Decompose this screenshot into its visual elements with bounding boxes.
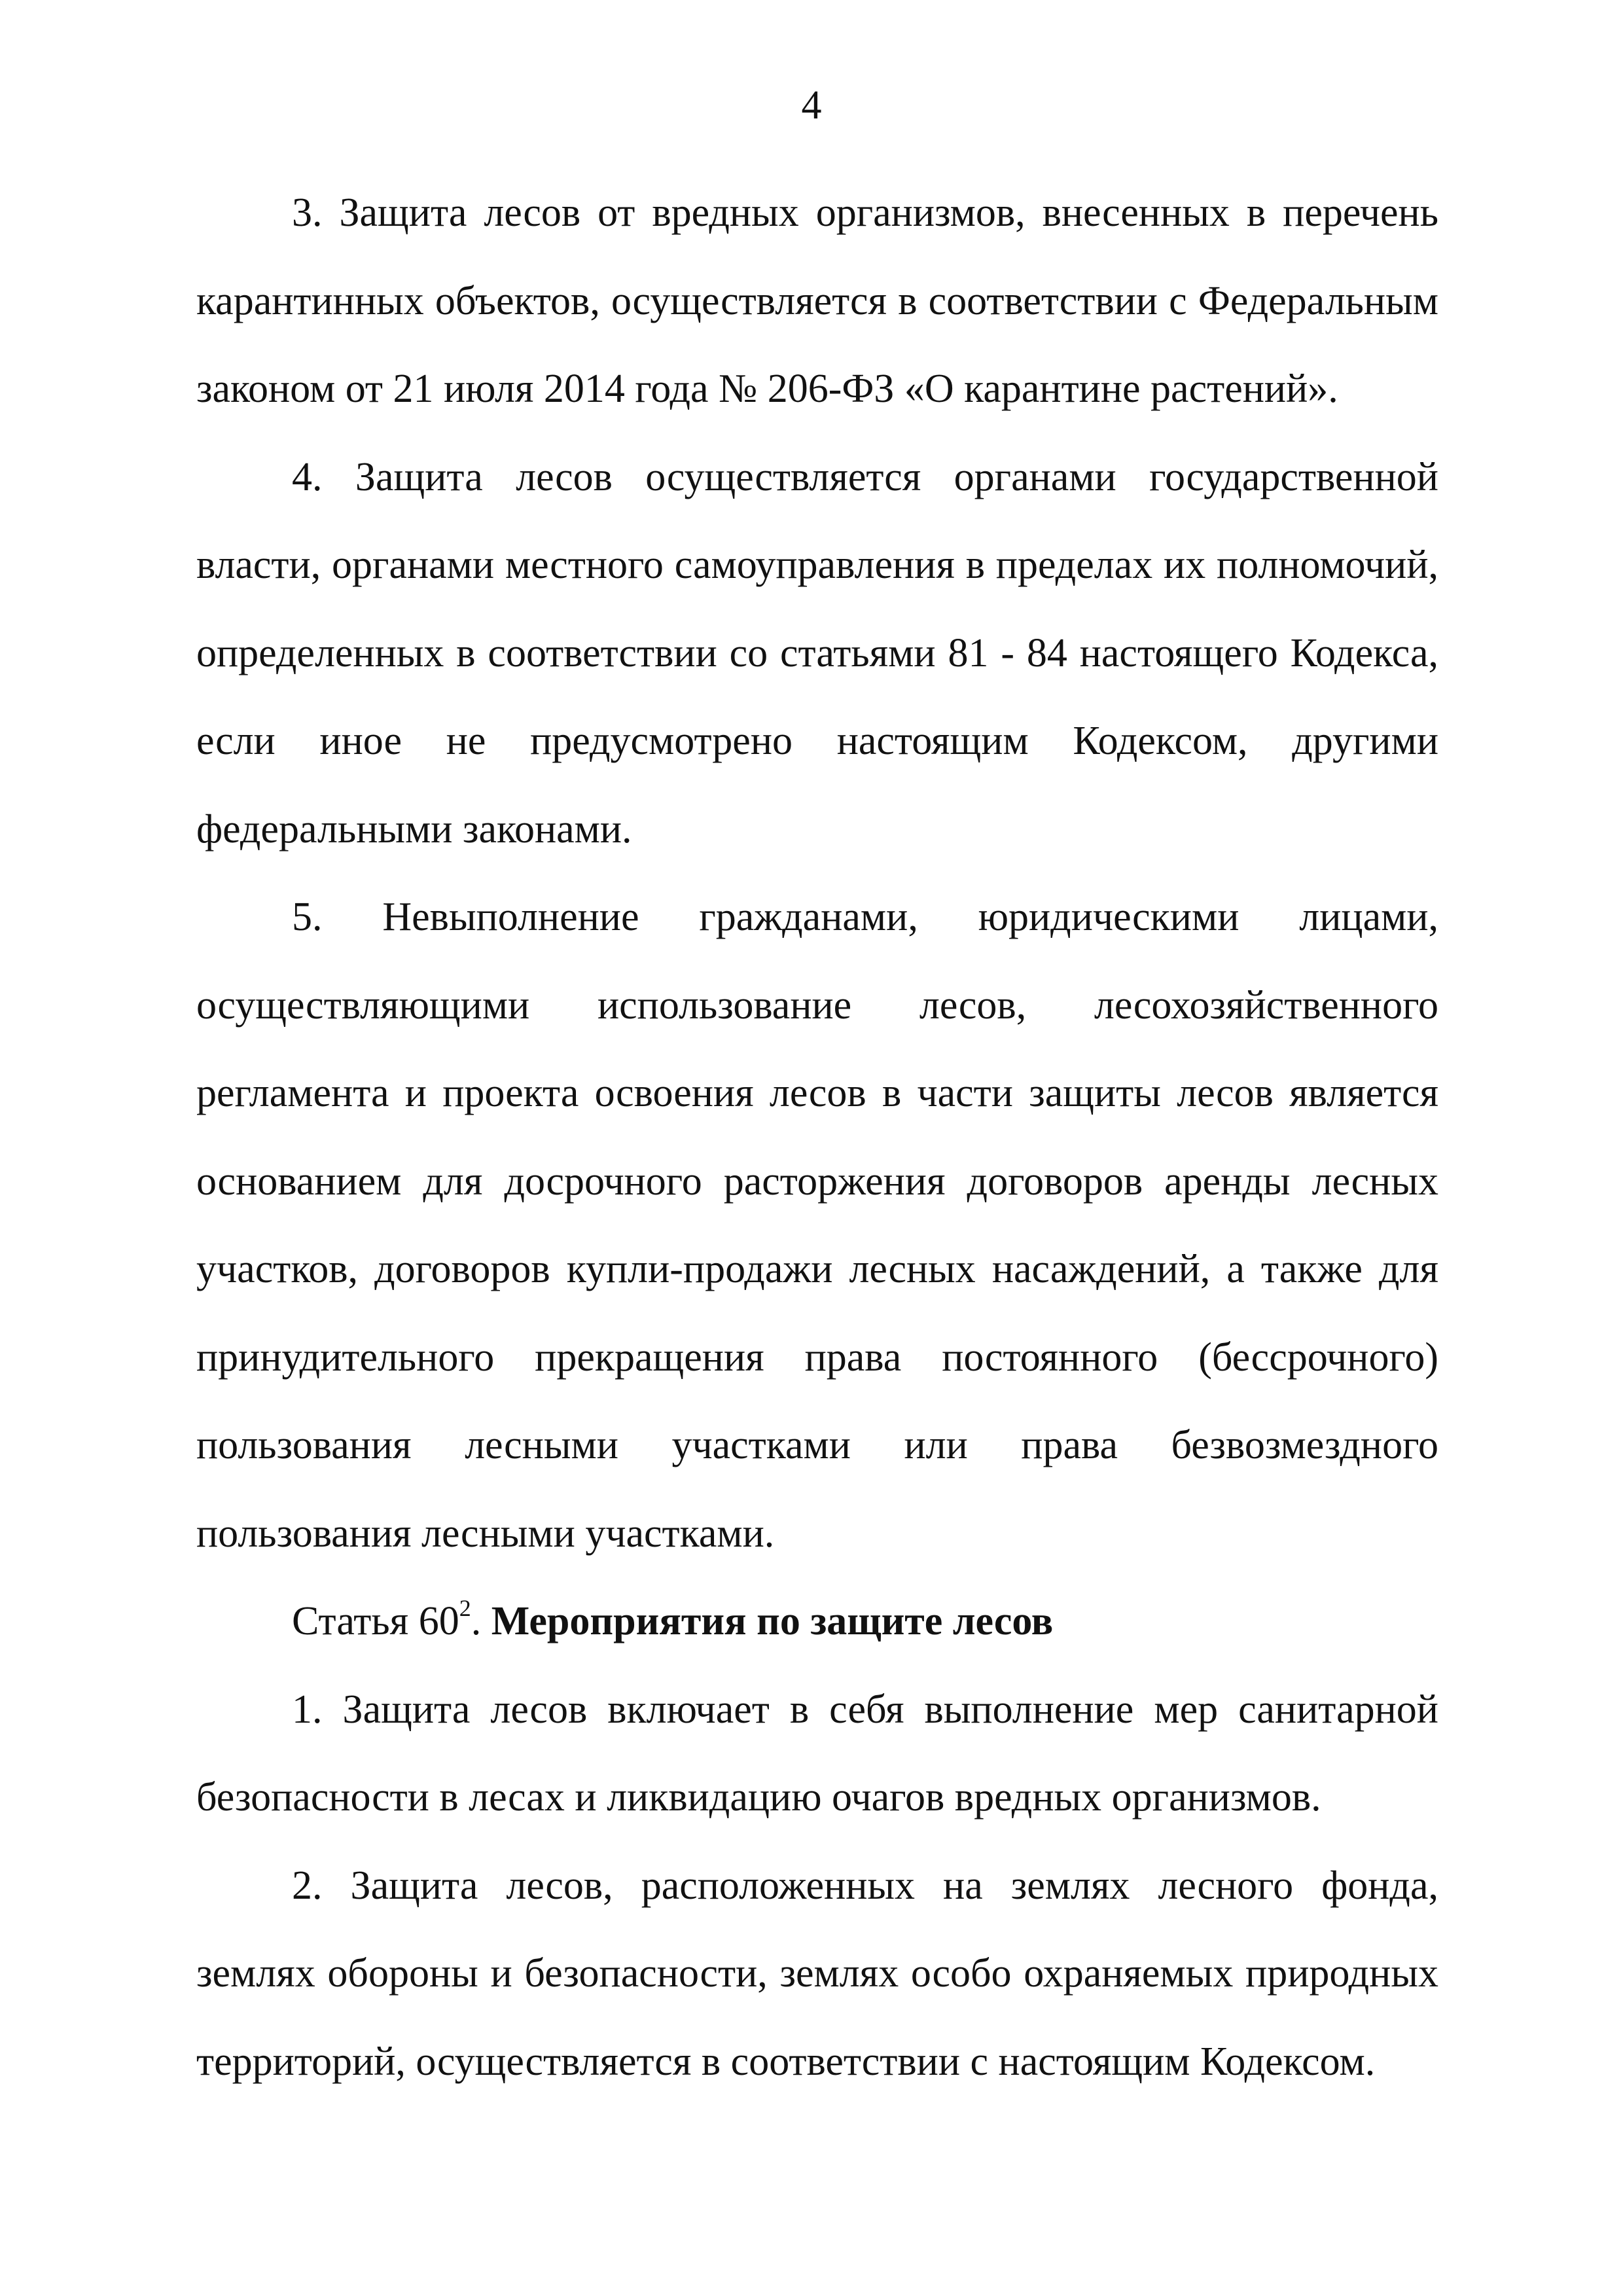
- article-title: Мероприятия по защите лесов: [491, 1599, 1054, 1643]
- paragraph-5: 5. Невыполнение гражданами, юридическими лицами, осуществляющими использование лесов, лесохозяйственного регламента и проекта освоения лесов в части защиты лесов является основанием для досрочного расторжения договоров аренды лесных участков, договоров купли-продажи лесных насаждений, а также для принудительного прекращения права постоянного (бессрочного) пользования лесными участками или права безвозмездного пользования лесными участками.: [196, 895, 1438, 1556]
- article-paragraph-1: 1. Защита лесов включает в себя выполнение мер санитарной безопасности в лесах и ликвидацию очагов вредных организмов.: [196, 1687, 1438, 1820]
- article-superscript: 2: [459, 1595, 471, 1621]
- page-number: 4: [801, 83, 822, 128]
- paragraph-4: 4. Защита лесов осуществляется органами государственной власти, органами местного самоуправления в пределах их полномочий, определенных в соответствии со статьями 81 - 84 настоящего Кодекса, если иное не предусмотрено настоящим Кодексом, другими федеральными законами.: [196, 454, 1438, 852]
- article-label: Статья 60: [292, 1599, 459, 1643]
- article-punctuation: .: [471, 1599, 491, 1643]
- paragraph-3: 3. Защита лесов от вредных организмов, внесенных в перечень карантинных объектов, осуществляется в соответствии с Федеральным законом от 21 июля 2014 года № 206-ФЗ «О карантине растений».: [196, 190, 1438, 411]
- article-heading: [196, 1577, 1438, 1666]
- document-body: [196, 169, 1438, 2106]
- article-paragraph-2: 2. Защита лесов, расположенных на землях лесного фонда, землях обороны и безопасности, землях особо охраняемых природных территорий, осуществляется в соответствии с настоящим Кодексом.: [196, 1863, 1438, 2084]
